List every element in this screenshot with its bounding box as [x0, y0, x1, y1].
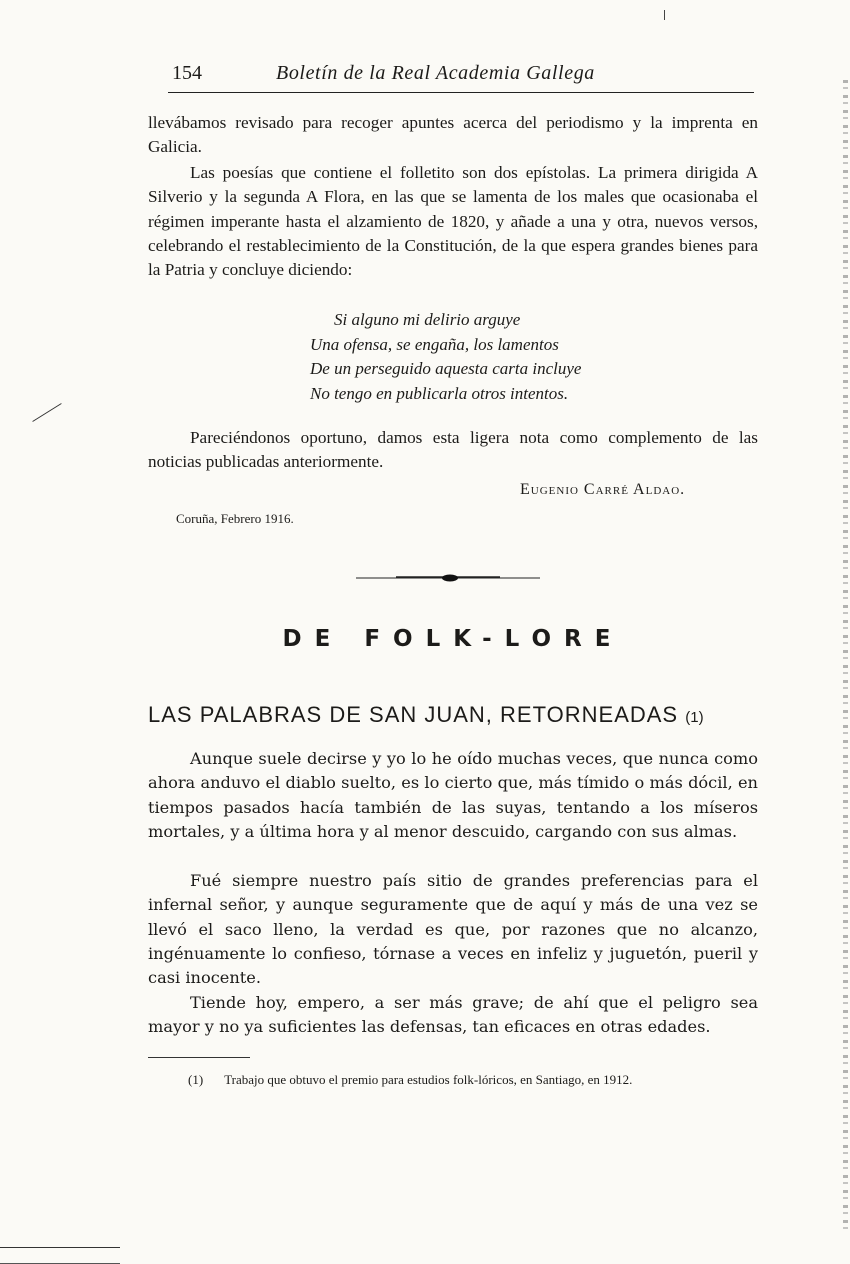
footnote-marker: (1) — [188, 1072, 204, 1087]
article-paragraph: Aunque suele decirse y yo lo he oído muchas veces, que nunca como ahora anduvo el diablo suelto, es lo cierto que, más tímido o más dócil, en tiempos pasados hacía también de las suyas, tentando a los míseros mortales, y a última hora y al menor descuido, cargando con sus almas. — [148, 749, 758, 841]
article-title-text: LAS PALABRAS DE SAN JUAN, RETORNEADAS — [148, 702, 679, 727]
page-number: 154 — [172, 62, 202, 84]
poem-line: Una ofensa, se engaña, los lamentos — [310, 334, 559, 354]
running-title: Boletín de la Real Academia Gallega — [276, 62, 595, 84]
author-signature: Eugenio Carré Aldao. — [520, 481, 686, 498]
dateline: Coruña, Febrero 1916. — [176, 511, 294, 526]
footnote-reference: (1) — [685, 709, 704, 726]
poem-line: No tengo en publicarla otros intentos. — [310, 383, 569, 403]
footnote-rule — [148, 1057, 250, 1058]
article-paragraph: Fué siempre nuestro país sitio de grandes preferencias para el infernal señor, y aunque seguramente que de aquí y más de una vez se llevó el saco lleno, la verdad es que, por razones que no alcanzo, ingénuamente lo confieso, tórnase a veces en infeliz y juguetón, pueril y casi inocente. — [148, 871, 758, 988]
article-title — [148, 702, 704, 728]
poem-line: Si alguno mi delirio arguye — [334, 310, 521, 329]
paragraph-continued: llevábamos revisado para recoger apuntes acerca del periodismo y la imprenta en Galicia. — [148, 113, 758, 157]
scan-edge-artifact — [843, 80, 848, 1230]
scan-mark — [0, 1247, 120, 1248]
paragraph-closing: Pareciéndonos oportuno, damos esta ligera nota como complemento de las noticias publicadas anteriormente. — [148, 428, 758, 472]
footnote — [188, 1072, 632, 1088]
header-rule — [168, 92, 754, 93]
paragraph-epistles: Las poesías que contiene el folletito son dos epístolas. La primera dirigida A Silverio y la segunda A Flora, en las que se lamenta de los males que ocasionaba el régimen imperante hasta el alzamiento de 1820, y añade a una y otra, nuevos versos, celebrando el restablecimiento de la Constitución, de la que espera grandes bienes para la Patria y concluye diciendo: — [148, 163, 758, 280]
poem-quatrain — [310, 308, 581, 406]
scan-mark — [664, 10, 665, 20]
article-paragraph: Tiende hoy, empero, a ser más grave; de ahí que el peligro sea mayor y no ya suficientes las defensas, tan eficaces en otras edades. — [148, 993, 758, 1037]
scan-mark — [32, 403, 61, 422]
poem-line: De un perseguido aquesta carta incluye — [310, 359, 582, 378]
ornament-divider — [356, 572, 540, 584]
footnote-text: Trabajo que obtuvo el premio para estudios folk-lóricos, en Santiago, en 1912. — [224, 1072, 633, 1087]
section-title: DE FOLK-LORE — [282, 626, 624, 652]
